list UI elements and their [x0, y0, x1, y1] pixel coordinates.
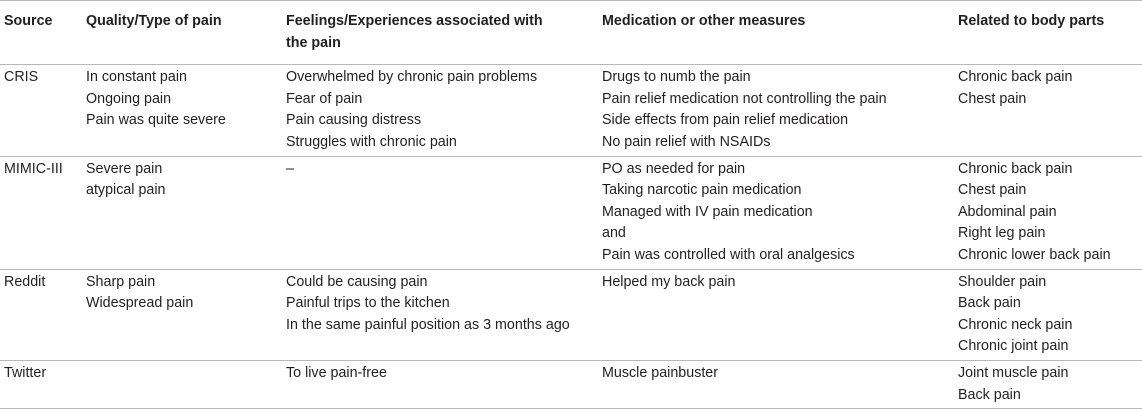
cell-line: Side effects from pain relief medication — [602, 112, 849, 129]
cell-line: Muscle painbuster — [602, 364, 719, 381]
cell-medication — [598, 360, 954, 408]
cell-line: In constant pain — [86, 69, 187, 86]
header-row — [0, 1, 1142, 65]
cell-quality — [82, 65, 282, 156]
table-row — [0, 360, 1142, 408]
header-quality: Quality/Type of pain — [82, 1, 282, 65]
cell-source — [0, 360, 82, 408]
cell-quality — [82, 360, 282, 408]
cell-line: Right leg pain — [958, 225, 1046, 242]
cell-line: Severe pain — [86, 160, 163, 177]
cell-body-parts — [954, 65, 1142, 156]
cell-medication — [598, 65, 954, 156]
cell-line: Sharp pain — [86, 273, 156, 290]
header-body-parts: Related to body parts — [954, 1, 1142, 65]
cell-line: Shoulder pain — [958, 273, 1047, 290]
header-medication: Medication or other measures — [598, 1, 954, 65]
source-label: Twitter — [4, 364, 47, 381]
cell-medication — [598, 156, 954, 269]
cell-medication — [598, 269, 954, 360]
source-label: Reddit — [4, 273, 46, 290]
source-label: MIMIC-III — [4, 160, 63, 177]
cell-line: Chest pain — [958, 90, 1027, 107]
cell-source — [0, 269, 82, 360]
header-feelings: Feelings/Experiences associated with the pain — [282, 1, 598, 65]
cell-line: Chronic back pain — [958, 69, 1073, 86]
cell-line: Joint muscle pain — [958, 364, 1069, 381]
cell-line: – — [286, 160, 294, 177]
cell-line: Taking narcotic pain medication — [602, 182, 802, 199]
table-row — [0, 65, 1142, 156]
cell-body-parts — [954, 269, 1142, 360]
header-source: Source — [0, 1, 82, 65]
cell-line: Managed with IV pain medication — [602, 203, 813, 220]
cell-line: Drugs to numb the pain — [602, 69, 751, 86]
cell-line: To live pain-free — [286, 364, 387, 381]
cell-body-parts — [954, 156, 1142, 269]
cell-line: Struggles with chronic pain — [286, 133, 457, 150]
cell-line: Pain relief medication not controlling the pain — [602, 90, 887, 107]
cell-line: Pain was quite severe — [86, 112, 226, 129]
cell-feelings — [282, 156, 598, 269]
table-row — [0, 156, 1142, 269]
cell-line: Ongoing pain — [86, 90, 172, 107]
cell-source — [0, 156, 82, 269]
cell-line: Could be causing pain — [286, 273, 428, 290]
cell-line: No pain relief with NSAIDs — [602, 133, 771, 150]
cell-feelings — [282, 360, 598, 408]
cell-source — [0, 65, 82, 156]
cell-line: PO as needed for pain — [602, 160, 746, 177]
table-row — [0, 269, 1142, 360]
cell-line: Pain causing distress — [286, 112, 422, 129]
cell-line: Widespread pain — [86, 295, 194, 312]
cell-line: and — [602, 225, 626, 242]
cell-line: Chest pain — [958, 182, 1027, 199]
cell-line: Fear of pain — [286, 90, 363, 107]
cell-line: Painful trips to the kitchen — [286, 295, 450, 312]
cell-line: In the same painful position as 3 months ago — [286, 316, 570, 333]
cell-quality — [82, 156, 282, 269]
cell-line: Abdominal pain — [958, 203, 1057, 220]
cell-line: Pain was controlled with oral analgesics — [602, 246, 855, 263]
cell-line: atypical pain — [86, 182, 166, 199]
cell-line: Chronic neck pain — [958, 316, 1073, 333]
cell-line: Helped my back pain — [602, 273, 736, 290]
cell-line: Chronic back pain — [958, 160, 1073, 177]
cell-feelings — [282, 65, 598, 156]
cell-feelings — [282, 269, 598, 360]
cell-line: Chronic joint pain — [958, 338, 1069, 355]
source-label: CRIS — [4, 69, 39, 86]
cell-line: Back pain — [958, 386, 1021, 403]
cell-line: Overwhelmed by chronic pain problems — [286, 69, 538, 86]
cell-line: Chronic lower back pain — [958, 246, 1111, 263]
cell-quality — [82, 269, 282, 360]
cell-body-parts — [954, 360, 1142, 408]
cell-line: Back pain — [958, 295, 1021, 312]
